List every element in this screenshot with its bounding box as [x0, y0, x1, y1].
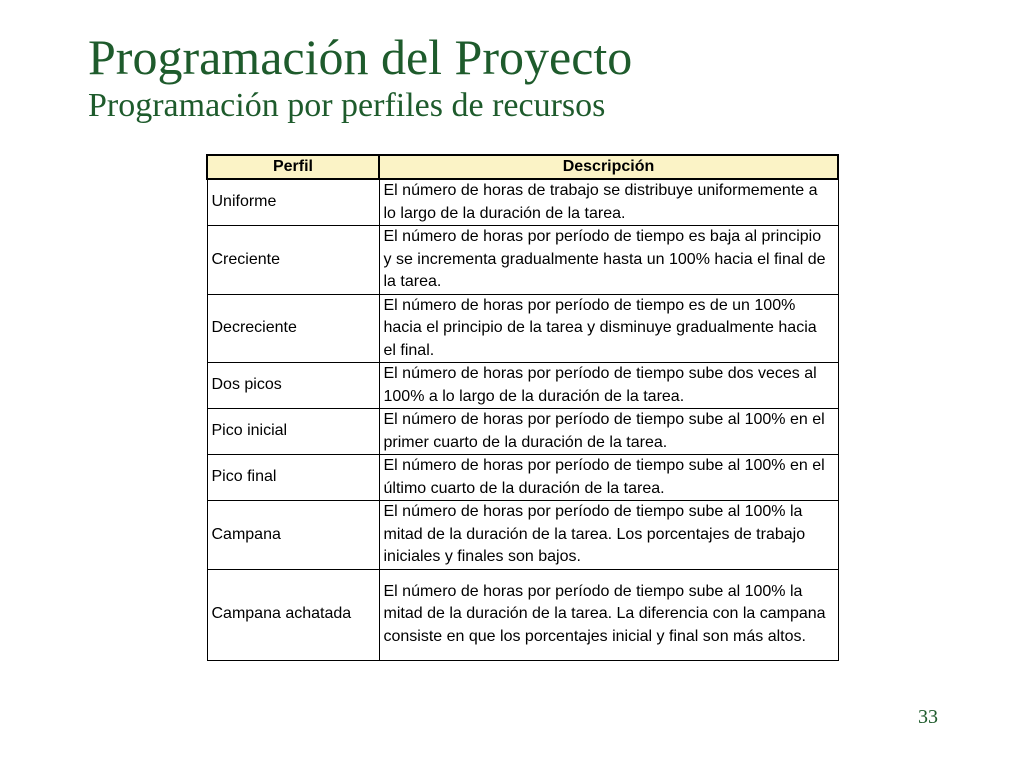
description-cell: El número de horas por período de tiempo sube al 100% la mitad de la duración de la tarea. Los porcentajes de trabajo iniciales y finales son bajos.	[379, 501, 838, 570]
perfil-cell: Pico inicial	[207, 409, 379, 455]
table-row	[207, 501, 838, 570]
profiles-table-container	[206, 154, 837, 661]
perfil-cell: Decreciente	[207, 294, 379, 363]
perfil-cell: Uniforme	[207, 179, 379, 226]
perfil-cell: Dos picos	[207, 363, 379, 409]
table-row	[207, 179, 838, 226]
slide-title-block	[88, 28, 632, 126]
table-header-row	[207, 155, 838, 179]
description-cell: El número de horas por período de tiempo sube al 100% en el último cuarto de la duración de la tarea.	[379, 455, 838, 501]
perfil-cell: Campana	[207, 501, 379, 570]
perfil-cell: Campana achatada	[207, 569, 379, 660]
table-row	[207, 409, 838, 455]
description-cell: El número de horas por período de tiempo sube al 100% la mitad de la duración de la tarea. La diferencia con la campana consiste en que los porcentajes inicial y final son más altos.	[379, 569, 838, 660]
table-row	[207, 363, 838, 409]
perfil-cell: Pico final	[207, 455, 379, 501]
slide-title: Programación del Proyecto	[88, 29, 633, 85]
page-number: 33	[918, 706, 938, 728]
description-cell: El número de horas por período de tiempo es de un 100% hacia el principio de la tarea y disminuye gradualmente hacia el final.	[379, 294, 838, 363]
table-row	[207, 294, 838, 363]
table-row	[207, 226, 838, 295]
description-cell: El número de horas por período de tiempo sube dos veces al 100% a lo largo de la duración de la tarea.	[379, 363, 838, 409]
perfil-cell: Creciente	[207, 226, 379, 295]
header-descripcion: Descripción	[379, 155, 838, 179]
table-row	[207, 569, 838, 660]
description-cell: El número de horas de trabajo se distribuye uniformemente a lo largo de la duración de la tarea.	[379, 179, 838, 226]
description-cell: El número de horas por período de tiempo es baja al principio y se incrementa gradualmente hasta un 100% hacia el final de la tarea.	[379, 226, 838, 295]
slide-subtitle: Programación por perfiles de recursos	[88, 87, 606, 124]
header-perfil: Perfil	[207, 155, 379, 179]
profiles-table	[206, 154, 839, 661]
description-cell: El número de horas por período de tiempo sube al 100% en el primer cuarto de la duración de la tarea.	[379, 409, 838, 455]
table-row	[207, 455, 838, 501]
